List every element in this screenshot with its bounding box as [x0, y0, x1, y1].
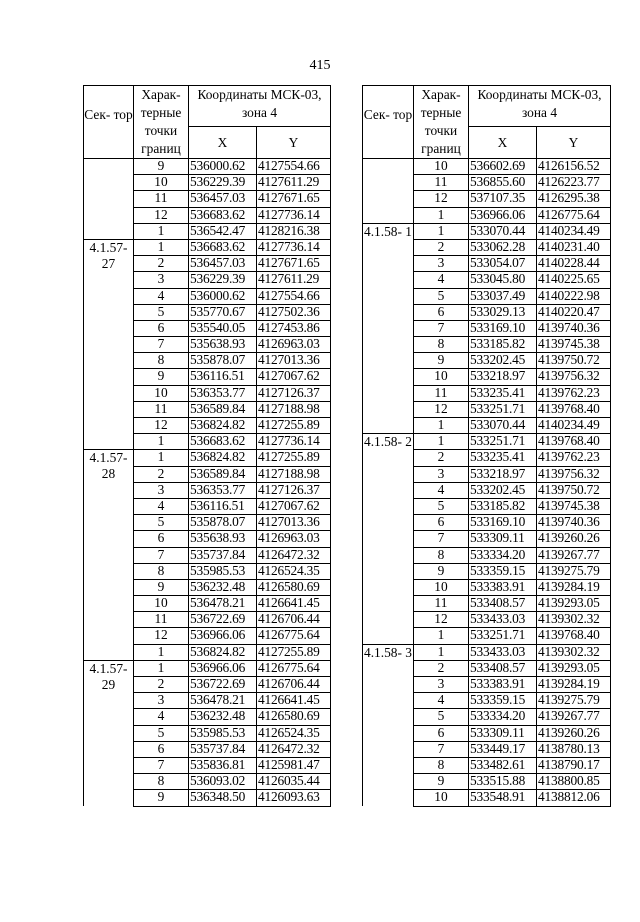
y-cell: 4139768.40 — [537, 628, 611, 644]
point-cell: 10 — [134, 596, 189, 612]
x-cell: 536824.82 — [189, 644, 257, 660]
y-cell: 4140222.98 — [537, 288, 611, 304]
sector-cell: 4.1.57- 27 — [84, 239, 134, 449]
point-cell: 11 — [134, 401, 189, 417]
point-cell: 8 — [414, 337, 469, 353]
table-row — [363, 223, 611, 239]
y-cell: 4139293.05 — [537, 660, 611, 676]
y-cell: 4140231.40 — [537, 239, 611, 255]
point-cell: 8 — [134, 563, 189, 579]
x-cell: 536722.69 — [189, 677, 257, 693]
y-cell: 4138790.17 — [537, 757, 611, 773]
header-sector: Сек- тор — [363, 86, 414, 159]
x-cell: 535638.93 — [189, 337, 257, 353]
table-body-right — [363, 159, 611, 807]
point-cell: 2 — [414, 660, 469, 676]
y-cell: 4140234.49 — [537, 418, 611, 434]
point-cell: 8 — [414, 547, 469, 563]
point-cell: 9 — [414, 774, 469, 790]
y-cell: 4127671.65 — [257, 191, 331, 207]
x-cell: 533482.61 — [469, 757, 537, 773]
y-cell: 4127188.98 — [257, 466, 331, 482]
y-cell: 4126524.35 — [257, 725, 331, 741]
point-cell: 1 — [134, 644, 189, 660]
point-cell: 6 — [414, 725, 469, 741]
y-cell: 4139762.23 — [537, 385, 611, 401]
y-cell: 4127736.14 — [257, 239, 331, 255]
coordinates-table-right — [362, 85, 611, 807]
y-cell: 4126472.32 — [257, 741, 331, 757]
y-cell: 4127611.29 — [257, 175, 331, 191]
y-cell: 4126706.44 — [257, 677, 331, 693]
header-characteristic-points: Харак- терные точки границ — [134, 86, 189, 159]
y-cell: 4126093.63 — [257, 790, 331, 806]
y-cell: 4140220.47 — [537, 304, 611, 320]
y-cell: 4127013.36 — [257, 353, 331, 369]
y-cell: 4127255.89 — [257, 450, 331, 466]
point-cell: 12 — [134, 628, 189, 644]
y-cell: 4127453.86 — [257, 320, 331, 336]
x-cell: 533408.57 — [469, 596, 537, 612]
y-cell: 4139284.19 — [537, 677, 611, 693]
x-cell: 536722.69 — [189, 612, 257, 628]
point-cell: 11 — [414, 385, 469, 401]
x-cell: 533169.10 — [469, 515, 537, 531]
point-cell: 3 — [134, 693, 189, 709]
header-x: X — [469, 126, 537, 158]
y-cell: 4127671.65 — [257, 256, 331, 272]
point-cell: 2 — [134, 677, 189, 693]
y-cell: 4126295.38 — [537, 191, 611, 207]
x-cell: 533045.80 — [469, 272, 537, 288]
y-cell: 4139740.36 — [537, 515, 611, 531]
sector-cell — [84, 159, 134, 240]
point-cell: 12 — [134, 207, 189, 223]
point-cell: 4 — [134, 288, 189, 304]
point-cell: 11 — [414, 175, 469, 191]
point-cell: 10 — [134, 385, 189, 401]
y-cell: 4127188.98 — [257, 401, 331, 417]
y-cell: 4139756.32 — [537, 466, 611, 482]
point-cell: 5 — [134, 304, 189, 320]
x-cell: 536824.82 — [189, 450, 257, 466]
point-cell: 1 — [134, 450, 189, 466]
x-cell: 533185.82 — [469, 337, 537, 353]
point-cell: 1 — [134, 660, 189, 676]
x-cell: 533218.97 — [469, 369, 537, 385]
header-y: Y — [257, 126, 331, 158]
point-cell: 4 — [414, 272, 469, 288]
point-cell: 12 — [414, 191, 469, 207]
x-cell: 536116.51 — [189, 498, 257, 514]
point-cell: 5 — [134, 725, 189, 741]
table-row — [84, 450, 331, 466]
point-cell: 6 — [414, 304, 469, 320]
x-cell: 533515.88 — [469, 774, 537, 790]
y-cell: 4126963.03 — [257, 337, 331, 353]
sector-cell: 4.1.57- 29 — [84, 660, 134, 806]
x-cell: 536000.62 — [189, 288, 257, 304]
x-cell: 536683.62 — [189, 434, 257, 450]
y-cell: 4127013.36 — [257, 515, 331, 531]
y-cell: 4126775.64 — [257, 660, 331, 676]
y-cell: 4126472.32 — [257, 547, 331, 563]
table-row — [84, 660, 331, 676]
x-cell: 536589.84 — [189, 401, 257, 417]
x-cell: 533383.91 — [469, 677, 537, 693]
point-cell: 9 — [134, 369, 189, 385]
y-cell: 4127067.62 — [257, 498, 331, 514]
x-cell: 533062.28 — [469, 239, 537, 255]
y-cell: 4125981.47 — [257, 757, 331, 773]
point-cell: 6 — [414, 515, 469, 531]
x-cell: 536478.21 — [189, 693, 257, 709]
x-cell: 536229.39 — [189, 272, 257, 288]
sector-cell: 4.1.58- 2 — [363, 434, 414, 644]
x-cell: 533070.44 — [469, 418, 537, 434]
point-cell: 8 — [134, 353, 189, 369]
x-cell: 536000.62 — [189, 159, 257, 175]
point-cell: 4 — [134, 709, 189, 725]
y-cell: 4139302.32 — [537, 612, 611, 628]
y-cell: 4127736.14 — [257, 434, 331, 450]
point-cell: 10 — [414, 159, 469, 175]
x-cell: 533408.57 — [469, 660, 537, 676]
y-cell: 4126706.44 — [257, 612, 331, 628]
header-sector: Сек- тор — [84, 86, 134, 159]
y-cell: 4139768.40 — [537, 401, 611, 417]
point-cell: 1 — [134, 239, 189, 255]
point-cell: 1 — [134, 223, 189, 239]
x-cell: 533251.71 — [469, 401, 537, 417]
x-cell: 533070.44 — [469, 223, 537, 239]
y-cell: 4127502.36 — [257, 304, 331, 320]
point-cell: 7 — [414, 531, 469, 547]
y-cell: 4139260.26 — [537, 725, 611, 741]
x-cell: 536093.02 — [189, 774, 257, 790]
point-cell: 1 — [134, 434, 189, 450]
point-cell: 9 — [134, 790, 189, 806]
x-cell: 533037.49 — [469, 288, 537, 304]
x-cell: 536457.03 — [189, 191, 257, 207]
x-cell: 533334.20 — [469, 709, 537, 725]
x-cell: 535985.53 — [189, 725, 257, 741]
point-cell: 8 — [134, 774, 189, 790]
y-cell: 4127736.14 — [257, 207, 331, 223]
y-cell: 4126580.69 — [257, 579, 331, 595]
y-cell: 4126524.35 — [257, 563, 331, 579]
x-cell: 533334.20 — [469, 547, 537, 563]
x-cell: 533185.82 — [469, 498, 537, 514]
point-cell: 2 — [134, 466, 189, 482]
sector-cell: 4.1.58- 1 — [363, 223, 414, 433]
x-cell: 535638.93 — [189, 531, 257, 547]
x-cell: 536683.62 — [189, 239, 257, 255]
x-cell: 536589.84 — [189, 466, 257, 482]
point-cell: 7 — [134, 337, 189, 353]
y-cell: 4126641.45 — [257, 693, 331, 709]
point-cell: 9 — [134, 159, 189, 175]
point-cell: 10 — [134, 175, 189, 191]
sector-cell: 4.1.57- 28 — [84, 450, 134, 660]
point-cell: 1 — [414, 628, 469, 644]
point-cell: 2 — [414, 239, 469, 255]
x-cell: 535540.05 — [189, 320, 257, 336]
y-cell: 4139745.38 — [537, 337, 611, 353]
y-cell: 4127067.62 — [257, 369, 331, 385]
x-cell: 536348.50 — [189, 790, 257, 806]
x-cell: 536353.77 — [189, 385, 257, 401]
point-cell: 2 — [414, 450, 469, 466]
sector-cell: 4.1.58- 3 — [363, 644, 414, 806]
x-cell: 533251.71 — [469, 434, 537, 450]
point-cell: 1 — [414, 223, 469, 239]
y-cell: 4138780.13 — [537, 741, 611, 757]
y-cell: 4127255.89 — [257, 644, 331, 660]
x-cell: 536542.47 — [189, 223, 257, 239]
point-cell: 7 — [414, 741, 469, 757]
x-cell: 536855.60 — [469, 175, 537, 191]
point-cell: 3 — [414, 466, 469, 482]
point-cell: 4 — [414, 693, 469, 709]
y-cell: 4139260.26 — [537, 531, 611, 547]
point-cell: 12 — [414, 401, 469, 417]
x-cell: 533202.45 — [469, 482, 537, 498]
y-cell: 4139750.72 — [537, 482, 611, 498]
y-cell: 4127554.66 — [257, 159, 331, 175]
sector-cell — [363, 159, 414, 224]
x-cell: 533202.45 — [469, 353, 537, 369]
x-cell: 533309.11 — [469, 725, 537, 741]
point-cell: 10 — [414, 579, 469, 595]
x-cell: 536824.82 — [189, 418, 257, 434]
header-coordinates: Координаты МСК-03, зона 4 — [189, 86, 331, 127]
y-cell: 4139275.79 — [537, 563, 611, 579]
table-body-left — [84, 159, 331, 807]
table-row — [363, 644, 611, 660]
x-cell: 535836.81 — [189, 757, 257, 773]
y-cell: 4126156.52 — [537, 159, 611, 175]
y-cell: 4138812.06 — [537, 790, 611, 806]
x-cell: 533359.15 — [469, 563, 537, 579]
point-cell: 1 — [414, 434, 469, 450]
x-cell: 533433.03 — [469, 612, 537, 628]
y-cell: 4126035.44 — [257, 774, 331, 790]
y-cell: 4139768.40 — [537, 434, 611, 450]
x-cell: 533169.10 — [469, 320, 537, 336]
table-row — [84, 159, 331, 175]
point-cell: 9 — [414, 563, 469, 579]
y-cell: 4140228.44 — [537, 256, 611, 272]
header-characteristic-points: Харак- терные точки границ — [414, 86, 469, 159]
x-cell: 536353.77 — [189, 482, 257, 498]
table-row — [84, 239, 331, 255]
table-row — [363, 159, 611, 175]
y-cell: 4139745.38 — [537, 498, 611, 514]
y-cell: 4126963.03 — [257, 531, 331, 547]
point-cell: 3 — [414, 677, 469, 693]
point-cell: 8 — [414, 757, 469, 773]
x-cell: 533235.41 — [469, 450, 537, 466]
x-cell: 535985.53 — [189, 563, 257, 579]
y-cell: 4139740.36 — [537, 320, 611, 336]
y-cell: 4127126.37 — [257, 482, 331, 498]
point-cell: 7 — [414, 320, 469, 336]
x-cell: 535770.67 — [189, 304, 257, 320]
point-cell: 10 — [414, 369, 469, 385]
point-cell: 1 — [414, 207, 469, 223]
x-cell: 536602.69 — [469, 159, 537, 175]
x-cell: 536683.62 — [189, 207, 257, 223]
x-cell: 536232.48 — [189, 579, 257, 595]
y-cell: 4139750.72 — [537, 353, 611, 369]
point-cell: 11 — [414, 596, 469, 612]
y-cell: 4140225.65 — [537, 272, 611, 288]
x-cell: 536229.39 — [189, 175, 257, 191]
x-cell: 536966.06 — [469, 207, 537, 223]
point-cell: 5 — [134, 515, 189, 531]
y-cell: 4139267.77 — [537, 547, 611, 563]
x-cell: 536966.06 — [189, 660, 257, 676]
point-cell: 7 — [134, 757, 189, 773]
coordinates-table-left — [83, 85, 331, 807]
x-cell: 533218.97 — [469, 466, 537, 482]
point-cell: 9 — [414, 353, 469, 369]
point-cell: 4 — [134, 498, 189, 514]
point-cell: 2 — [134, 256, 189, 272]
point-cell: 12 — [414, 612, 469, 628]
y-cell: 4126775.64 — [537, 207, 611, 223]
y-cell: 4126641.45 — [257, 596, 331, 612]
y-cell: 4126775.64 — [257, 628, 331, 644]
page-number: 415 — [309, 58, 331, 73]
point-cell: 11 — [134, 612, 189, 628]
point-cell: 7 — [134, 547, 189, 563]
y-cell: 4127255.89 — [257, 418, 331, 434]
x-cell: 533383.91 — [469, 579, 537, 595]
point-cell: 4 — [414, 482, 469, 498]
y-cell: 4139762.23 — [537, 450, 611, 466]
y-cell: 4126580.69 — [257, 709, 331, 725]
x-cell: 533235.41 — [469, 385, 537, 401]
y-cell: 4128216.38 — [257, 223, 331, 239]
y-cell: 4139284.19 — [537, 579, 611, 595]
y-cell: 4127554.66 — [257, 288, 331, 304]
y-cell: 4139267.77 — [537, 709, 611, 725]
point-cell: 6 — [134, 320, 189, 336]
x-cell: 536966.06 — [189, 628, 257, 644]
point-cell: 3 — [414, 256, 469, 272]
header-x: X — [189, 126, 257, 158]
y-cell: 4127611.29 — [257, 272, 331, 288]
x-cell: 533054.07 — [469, 256, 537, 272]
y-cell: 4127126.37 — [257, 385, 331, 401]
point-cell: 3 — [134, 272, 189, 288]
y-cell: 4139302.32 — [537, 644, 611, 660]
point-cell: 6 — [134, 531, 189, 547]
point-cell: 1 — [414, 418, 469, 434]
x-cell: 533029.13 — [469, 304, 537, 320]
point-cell: 10 — [414, 790, 469, 806]
point-cell: 5 — [414, 709, 469, 725]
x-cell: 533251.71 — [469, 628, 537, 644]
x-cell: 536116.51 — [189, 369, 257, 385]
y-cell: 4139275.79 — [537, 693, 611, 709]
x-cell: 537107.35 — [469, 191, 537, 207]
point-cell: 5 — [414, 498, 469, 514]
y-cell: 4126223.77 — [537, 175, 611, 191]
y-cell: 4140234.49 — [537, 223, 611, 239]
x-cell: 535878.07 — [189, 353, 257, 369]
y-cell: 4138800.85 — [537, 774, 611, 790]
point-cell: 12 — [134, 418, 189, 434]
x-cell: 536232.48 — [189, 709, 257, 725]
point-cell: 1 — [414, 644, 469, 660]
x-cell: 536478.21 — [189, 596, 257, 612]
x-cell: 533449.17 — [469, 741, 537, 757]
x-cell: 533359.15 — [469, 693, 537, 709]
point-cell: 9 — [134, 579, 189, 595]
point-cell: 11 — [134, 191, 189, 207]
y-cell: 4139293.05 — [537, 596, 611, 612]
x-cell: 533309.11 — [469, 531, 537, 547]
point-cell: 6 — [134, 741, 189, 757]
x-cell: 533433.03 — [469, 644, 537, 660]
table-row — [363, 434, 611, 450]
x-cell: 533548.91 — [469, 790, 537, 806]
x-cell: 535878.07 — [189, 515, 257, 531]
header-coordinates: Координаты МСК-03, зона 4 — [469, 86, 611, 127]
x-cell: 535737.84 — [189, 547, 257, 563]
x-cell: 535737.84 — [189, 741, 257, 757]
y-cell: 4139756.32 — [537, 369, 611, 385]
point-cell: 5 — [414, 288, 469, 304]
point-cell: 3 — [134, 482, 189, 498]
x-cell: 536457.03 — [189, 256, 257, 272]
header-y: Y — [537, 126, 611, 158]
